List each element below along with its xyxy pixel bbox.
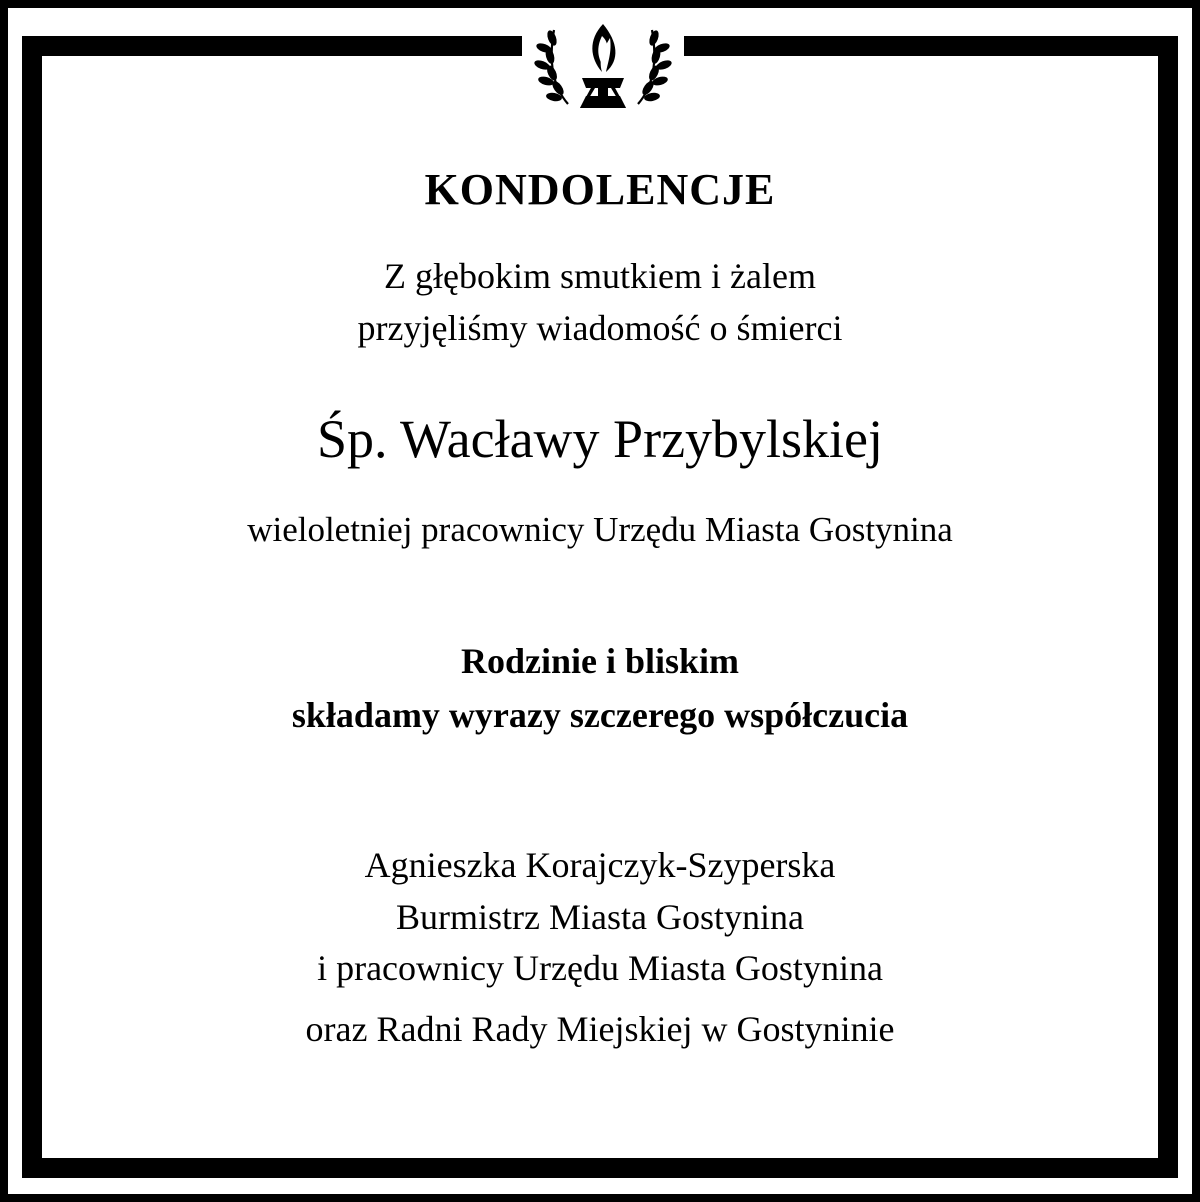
notice-title: KONDOLENCJE [424, 165, 776, 214]
deceased-name: Śp. Wacławy Przybylskiej [316, 409, 884, 469]
intro-line: Z głębokim smutkiem i żalem [384, 256, 816, 296]
signature-line: i pracownicy Urzędu Miasta Gostynina [317, 948, 883, 988]
intro-line: przyjęliśmy wiadomość o śmierci [357, 308, 843, 348]
sympathy-line: składamy wyrazy szczerego współczucia [291, 695, 909, 735]
deceased-role: wieloletniej pracownicy Urzędu Miasta Gostynina [247, 510, 953, 549]
signature-line: Agnieszka Korajczyk-Szyperska [364, 845, 836, 885]
notice-panel [42, 56, 1158, 1158]
signature-line: Burmistrz Miasta Gostynina [396, 897, 804, 937]
sympathy-line: Rodzinie i bliskim [460, 641, 740, 681]
signature-line: oraz Radni Rady Miejskiej w Gostyninie [305, 1009, 895, 1049]
laurel-right-icon [638, 29, 673, 104]
laurel-left-icon [533, 29, 568, 104]
flame-icon [592, 24, 615, 72]
urn-flame-laurel-icon [528, 8, 678, 124]
urn-icon [580, 78, 626, 108]
